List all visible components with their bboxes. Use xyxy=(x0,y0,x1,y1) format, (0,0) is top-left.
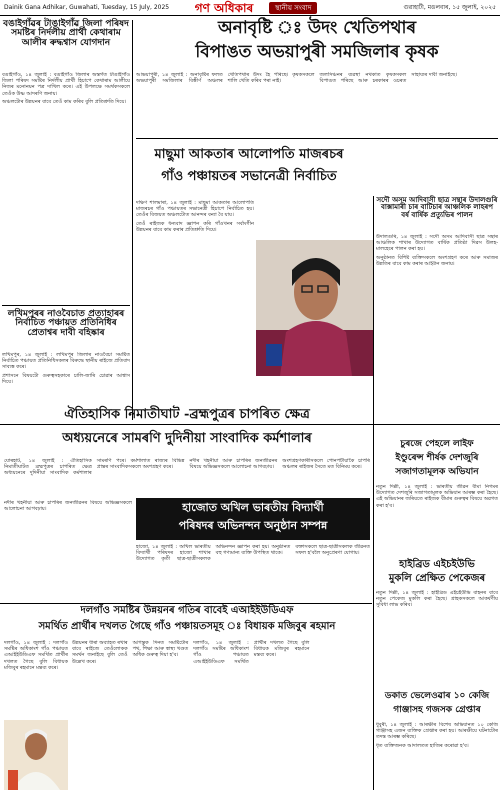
banner-headline-2: অধ্যয়নেৰে সামৰণি দুদিনীয়া সাংবাদিক কৰ্মশালাৰ xyxy=(62,431,312,446)
story-bottom-body-lead xyxy=(4,640,68,720)
masthead-date-assamese: গুৱাহাটী, মঙলবাৰ, ১৫ জুলাই, ২০২৫ xyxy=(403,3,496,11)
story-middle-photo xyxy=(256,240,374,376)
divider xyxy=(2,305,130,306)
banner-body xyxy=(4,458,370,496)
story-right1-headline: সদৌ অসম আদিবাসী ছাত্ৰ সন্থাৰ উদালগুৰি বাক্সামাৰী চাৰ বাটিচাৰ আঞ্চলিক লাহৰপ বৰ্ষ বাৰ্ষিক প্ৰত্যুভিৰ পালন xyxy=(376,195,498,219)
story-right2-headline-2: ইণ্ডুৰেন্স শীৰ্ষক দেশজুৰি xyxy=(395,453,479,463)
story-right4-headline-2: গাঞ্জাসহ গজসক গ্ৰেপ্তাৰ xyxy=(393,705,481,715)
paragraph: উদালগুৰি, ১৪ জুলাই : সদৌ অসম আদিবাসী ছাত্ৰ সন্থাৰ আঞ্চলিক শাখাৰ উদ্যোগত বাৰ্ষিক প্ৰতিষ্ঠা দিৱস উলহ-মালহেৰে পালন কৰা হয়। xyxy=(376,234,498,253)
story-left1-body xyxy=(2,72,130,302)
paragraph: আভয়াপুৰী, ১৪ জুলাই : অনাবৃষ্টিৰ ফলত অভয়াপুৰী সমজিলাৰ বিস্তীৰ্ণ অঞ্চলৰ খেতিপথাৰ উদং হৈ পৰিছে। কৃষকসকলে শালি খেতি কৰিব পৰা নাই। xyxy=(136,72,315,85)
portrait-photo-illustration xyxy=(256,240,374,376)
story-top-headline-2: বিপাঙত অভয়াপুৰী সমজিলাৰ কৃষক xyxy=(195,42,439,62)
story-bottom-headline-2: সমৰ্থিত প্ৰাৰ্থীৰ দখলত গৈছে গাঁও পঞ্চায়তসমূহ ঃ বিধায়ক মজিবুৰ ৰহমান xyxy=(38,621,336,632)
paragraph: জলসিঞ্চনৰ ব্যৱস্থা নথকাত কৃষকসকল বিপাঙত পৰিছে আৰু চৰকাৰৰ ওচৰত সাহায্যৰ দাবী জনাইছে। xyxy=(319,72,458,85)
paragraph: লখিমপুৰ, ১৪ জুলাই : লখিমপুৰ জিলাৰ নাওবৈচা সমষ্টিত নিৰ্বাচিত পঞ্চায়ত প্ৰতিনিধিসকলৰ বিৰুদ্ধে স্থানীয় ৰাইজে প্ৰতিবাদ সাব্যস্ত কৰে। xyxy=(2,352,130,371)
paragraph: অংশগ্ৰহণকাৰীসকলে পোনপটীয়াকৈ চাপৰি অঞ্চলৰ ৰাইজৰ সৈতে মত বিনিময় কৰে। xyxy=(282,458,370,471)
paragraph: অনুষ্ঠানত বিশিষ্ট ব্যক্তিসকলে অংশগ্ৰহণ কৰে আৰু সমাজৰ উন্নতিৰ বাবে কাম কৰাৰ আহ্বান জনায়। xyxy=(376,254,498,267)
story-right2-headline-3: সজাগতামূলক অভিযান xyxy=(395,467,479,477)
paragraph: নতুন দিল্লী, ১৪ জুলাই : ভাৰতীয় জীৱন বীমা নিগমৰ উদ্যোগত দেশজুৰি সজাগতামূলক অভিযান আৰম্ভ কৰা হৈছে। এই অভিযানৰ জৰিয়তে ৰাইজক বীমাৰ গুৰুত্বৰ বিষয়ে অৱগত কৰা হ'ব। xyxy=(376,484,498,509)
divider xyxy=(0,603,372,604)
paragraph: তেওঁ ৰাইজক ধন্যবাদ জ্ঞাপন কৰি গাঁওখনৰ সৰ্বাংগীন উন্নয়নৰ বাবে কাম কৰাৰ প্ৰতিশ্ৰুতি দিয়ে। xyxy=(136,220,254,233)
story-bottom-body xyxy=(72,640,370,790)
paragraph: অঞ্চলটোৰ উন্নয়নৰ বাবে তেওঁ কাম কৰিব বুলি প্ৰতিশ্ৰুতি দিয়ে। xyxy=(2,98,127,105)
paragraph: আগন্তুক দিনত সমষ্টিটোৰ পথ, শিক্ষা আৰু স্বাস্থ্য খণ্ডত অধিক গুৰুত্ব দিয়া হ'ব। xyxy=(132,640,189,659)
story-right4-headline-1: ডকাত ভেলেওৱাৰ ১০ কেজি xyxy=(384,691,490,701)
masthead-strip xyxy=(0,0,500,16)
paragraph: বক্তাসকলে ছাত্ৰ-ছাত্ৰীসকলক জীৱনত সফল হ'বলৈ অনুপ্ৰেৰণা যোগায়। xyxy=(295,544,370,557)
story-right3-body xyxy=(376,590,498,634)
box-story-body xyxy=(136,544,370,600)
column-divider xyxy=(132,20,133,420)
story-bottom-photo xyxy=(4,720,68,790)
story-right3-headline-1: হাইব্ৰিড এইচইউভি xyxy=(399,559,475,570)
story-right2-body xyxy=(376,484,498,554)
section-badge: স্থানীয় সংবাদ xyxy=(269,2,317,14)
paragraph: যোৰহাট, ১৪ জুলাই : ঐতিহাসিক নিমাতীঘাটত ব্ৰহ্মপুত্ৰৰ চাপৰিত ক্ষেত্ৰ অধ্যয়নেৰে দুদিনীয়া সাংবাদিক কৰ্মশালাৰ সামৰণি পৰে। কৰ্মশালাত ৰাজ্যৰ বিভিন্ন প্ৰান্তৰ সাংবাদিকসকলে অংশগ্ৰহণ কৰে। xyxy=(4,458,185,477)
box-story-headline-1: হাজোত অখিল ভাৰতীয় বিদ্যাৰ্থী xyxy=(182,501,324,514)
story-top-body xyxy=(136,72,498,136)
paragraph: ধৃত ব্যক্তিজনক আদালতত হাজিৰ কৰোৱা হ'ব। xyxy=(376,742,469,749)
story-right1-body xyxy=(376,234,498,420)
paragraph: দলগাঁও, ১৪ জুলাই : দলগাঁও সমষ্টিৰ অধিকাংশ গাঁও পঞ্চায়ত এআইইউডিএফ সমৰ্থিত প্ৰাৰ্থীৰ দখলত গৈছে বুলি বিধায়ক মজিবুৰ ৰহমানে মন্তব্য কৰে। xyxy=(193,640,310,665)
paragraph: দলগাঁও, ১৪ জুলাই : দলগাঁও সমষ্টিৰ অধিকাংশ গাঁও পঞ্চায়ত এআইইউডিএফ সমৰ্থিত প্ৰাৰ্থীৰ দখলত গৈছে বুলি বিধায়ক মজিবুৰ ৰহমানে মন্তব্য কৰে। xyxy=(4,640,68,671)
paragraph: হাজো, ১৪ জুলাই : অখিল ভাৰতীয় বিদ্যাৰ্থী পৰিষদৰ হাজো শাখাৰ উদ্যোগত কৃতী ছাত্ৰ-ছাত্ৰীসকলক অভিনন্দন জ্ঞাপন কৰা হয়। অনুষ্ঠানত বহু গণ্যমান্য ব্যক্তি উপস্থিত থাকে। xyxy=(136,544,291,563)
divider xyxy=(0,424,500,425)
story-top-headline-1: অনাবৃষ্টি ঃ উদং খেতিপথাৰ xyxy=(217,18,417,38)
masthead-dateline: Dainik Gana Adhikar, Guwahati, Tuesday, 15 July, 2025 xyxy=(4,3,170,11)
banner-body-continued xyxy=(4,500,132,600)
box-story-headline-2: পৰিষদৰ অভিনন্দন অনুষ্ঠান সম্পন্ন xyxy=(178,519,328,532)
paragraph: নতুন দিল্লী, ১৪ জুলাই : হাইব্ৰিড এইচইউভি বাহনৰ বাবে নতুন পেকেজ মুকলি কৰা হৈছে। গ্ৰাহকসকলে আকৰ্ষণীয় সুবিধা লাভ কৰিব। xyxy=(376,590,498,609)
story-middle-headline-2: গাঁও পঞ্চায়তৰ সভানেত্ৰী নিৰ্বাচিত xyxy=(161,169,337,184)
paragraph: নদীৰ খহনীয়া আৰু চাপৰিৰ জনজীৱনৰ বিষয়ে অভিজ্ঞসকলে আলোচনা আগবঢ়ায়। xyxy=(189,458,278,471)
paragraph: প্ৰশাসনে বিষয়টো গুৰুত্বসহকাৰে চালি-জাৰি চোৱাৰ আশ্বাস দিয়ে। xyxy=(2,372,130,385)
story-middle-body xyxy=(136,200,254,376)
politician-photo-illustration xyxy=(4,720,68,790)
paragraph: ধুবুৰী, ১৪ জুলাই : আৰক্ষীৰ বিশেষ অভিযানত ১০ কেজি গাঞ্জাসহ এজন ব্যক্তিক গ্ৰেপ্তাৰ কৰা হয়। আৰক্ষীয়ে ঘটনাটোৰ তদন্ত আৰম্ভ কৰিছে। xyxy=(376,722,498,741)
story-left2-headline: লখিমপুৰৰ নাওবৈচাত প্ৰত্যাহাৰৰ নিৰ্বাচিত পঞ্চায়ত প্ৰতিনিধিৰ প্ৰেতাশ্বৰ দাবী বহিষ্কাৰ xyxy=(7,309,125,338)
story-bottom-headline-1: দলগাঁও সমষ্টিৰ উন্নয়নৰ গতিৰ বাবেই এআইইউডিএফ xyxy=(80,605,294,616)
paragraph: দক্ষিণ শালমাৰা, ১৪ জুলাই : মাছুমা আকতাৰ আলোপতি মাজৰচৰ গাঁও পঞ্চায়তৰ সভানেত্ৰী হিচাপে নিৰ্বাচিত হয়। তেওঁৰ বিজয়ত অঞ্চলটোত আনন্দৰ বন্যা বৈ যায়। xyxy=(136,200,254,219)
paragraph: উন্নয়নৰ ধাৰা অব্যাহত ৰখাৰ বাবে ৰাইজে তেওঁলোকক সমৰ্থন জনাইছে বুলি তেওঁ উল্লেখ কৰে। xyxy=(72,640,128,665)
story-right3-headline-2: মুকলি প্ৰেক্ষিত পেকেজৰ xyxy=(388,573,486,584)
paragraph: বঙাইগাঁও, ১৪ জুলাই : বঙাইগাঁও জিলাৰ অন্তৰ্গত টাঙাইগাঁও জিলা পৰিষদ সমষ্টিৰ নিৰ্দলীয় প্ৰাৰ্থী হিচাপে কেথাৰাম আলীয়ে নিজৰ মনোনয়ন পত্ৰ দাখিল কৰে। এই উপলক্ষে সমৰ্থকসকলে তেওঁক উষ্ণ আদৰণি জনায়। xyxy=(2,72,130,97)
story-middle-headline-1: মাছুমা আকতাৰ আলোপতি মাজৰচৰ xyxy=(154,147,344,162)
divider xyxy=(136,138,498,139)
story-left1-headline: বঙাইগাঁৱৰ টাঙাইগাঁৱ জিলা পৰিষদ সমষ্টিৰ নিৰ্দলীয় প্ৰাৰ্থী কেথাৰাম আলীৰ ৰুদ্ধশ্বাস যোগদান xyxy=(3,19,129,48)
story-right2-headline-1: চুৰজে পেহলে লাইফ xyxy=(400,439,474,449)
banner-headline-1: ঐতিহাসিক নিমাতীঘাট -ব্ৰহ্মপুত্ৰৰ চাপৰিত ক্ষেত্ৰ xyxy=(64,407,310,422)
story-right4-body xyxy=(376,722,498,790)
column-divider xyxy=(373,196,374,790)
newspaper-logo: গণ অধিকাৰ xyxy=(194,0,254,15)
paragraph: নদীৰ খহনীয়া আৰু চাপৰিৰ জনজীৱনৰ বিষয়ে অভিজ্ঞসকলে আলোচনা আগবঢ়ায়। xyxy=(4,500,132,513)
